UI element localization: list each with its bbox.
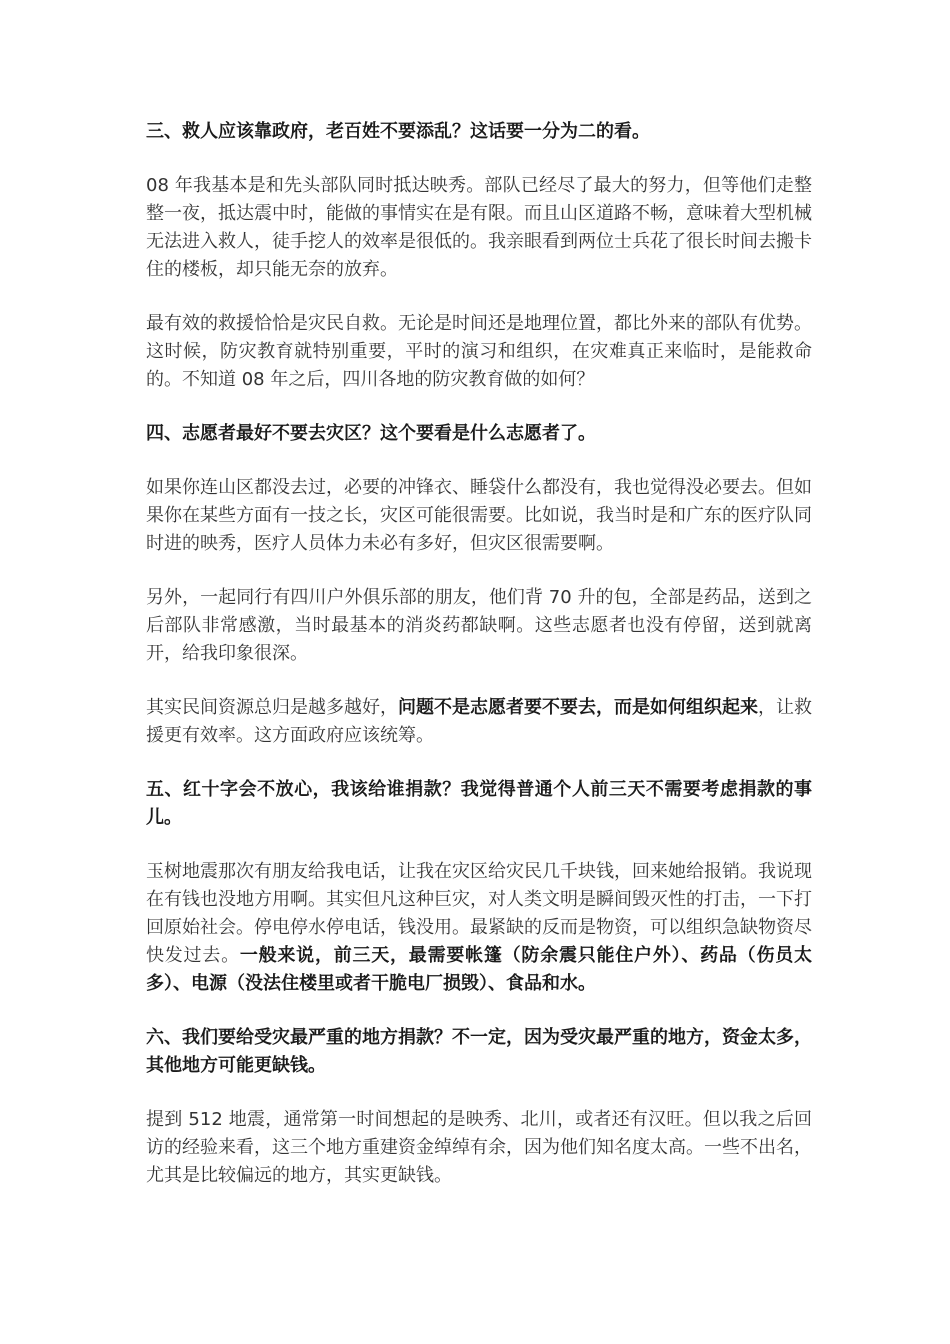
- paragraph-4a: 如果你连山区都没去过，必要的冲锋衣、睡袋什么都没有，我也觉得没必要去。但如果你在某些方面有一技之长，灾区可能很需要。比如说，我当时是和广东的医疗队同时进的映秀，医疗人员体力未必有多好，但灾区很需要啊。: [146, 477, 812, 554]
- section-heading-3: 三、救人应该靠政府，老百姓不要添乱？这话要一分为二的看。: [146, 121, 650, 142]
- paragraph-6: 提到 512 地震，通常第一时间想起的是映秀、北川，或者还有汉旺。但以我之后回访的经验来看，这三个地方重建资金绰绰有余，因为他们知名度太高。一些不出名，尤其是比较偏远的地方，其实更缺钱。: [146, 1109, 812, 1186]
- paragraph-4b: 另外，一起同行有四川户外俱乐部的朋友，他们背 70 升的包，全部是药品，送到之后部队非常感激，当时最基本的消炎药都缺啊。这些志愿者也没有停留，送到就离开，给我印象很深。: [146, 587, 812, 664]
- paragraph-4c-text-start: 其实民间资源总归是越多越好，: [146, 697, 398, 718]
- paragraph-3a: 08 年我基本是和先头部队同时抵达映秀。部队已经尽了最大的努力，但等他们走整整一夜，抵达震中时，能做的事情实在是有限。而且山区道路不畅，意味着大型机械无法进入救人，徒手挖人的效率是很低的。我亲眼看到两位士兵花了很长时间去搬卡住的楼板，却只能无奈的放弃。: [146, 175, 812, 280]
- paragraph-4c: [146, 694, 812, 750]
- paragraph-5: [146, 858, 812, 998]
- paragraph-4c-emphasis: 问题不是志愿者要不要去，而是如何组织起来: [398, 697, 758, 718]
- paragraph-3b: 最有效的救援恰恰是灾民自救。无论是时间还是地理位置，都比外来的部队有优势。这时候，防灾教育就特别重要，平时的演习和组织，在灾难真正来临时，是能救命的。不知道 08 年之后，四川各地的防灾教育做的如何？: [146, 313, 812, 390]
- document-page: [146, 118, 812, 1216]
- paragraph-4c-text-end: ，让救援更有效率。这方面政府应该统筹。: [146, 697, 812, 746]
- section-heading-5: 五、红十字会不放心，我该给谁捐款？我觉得普通个人前三天不需要考虑捐款的事儿。: [146, 779, 812, 828]
- section-heading-4: 四、志愿者最好不要去灾区？这个要看是什么志愿者了。: [146, 423, 596, 444]
- paragraph-5-text: 玉树地震那次有朋友给我电话，让我在灾区给灾民几千块钱，回来她给报销。我说现在有钱也没地方用啊。其实但凡这种巨灾，对人类文明是瞬间毁灭性的打击，一下打回原始社会。停电停水停电话，钱没用。最紧缺的反而是物资，可以组织急缺物资尽快发过去。: [146, 861, 812, 966]
- section-heading-6: 六、我们要给受灾最严重的地方捐款？不一定，因为受灾最严重的地方，资金太多，其他地方可能更缺钱。: [146, 1027, 812, 1076]
- paragraph-5-emphasis: 一般来说，前三天，最需要帐篷（防余震只能住户外）、药品（伤员太多）、电源（没法住楼里或者干脆电厂损毁）、食品和水。: [146, 945, 812, 994]
